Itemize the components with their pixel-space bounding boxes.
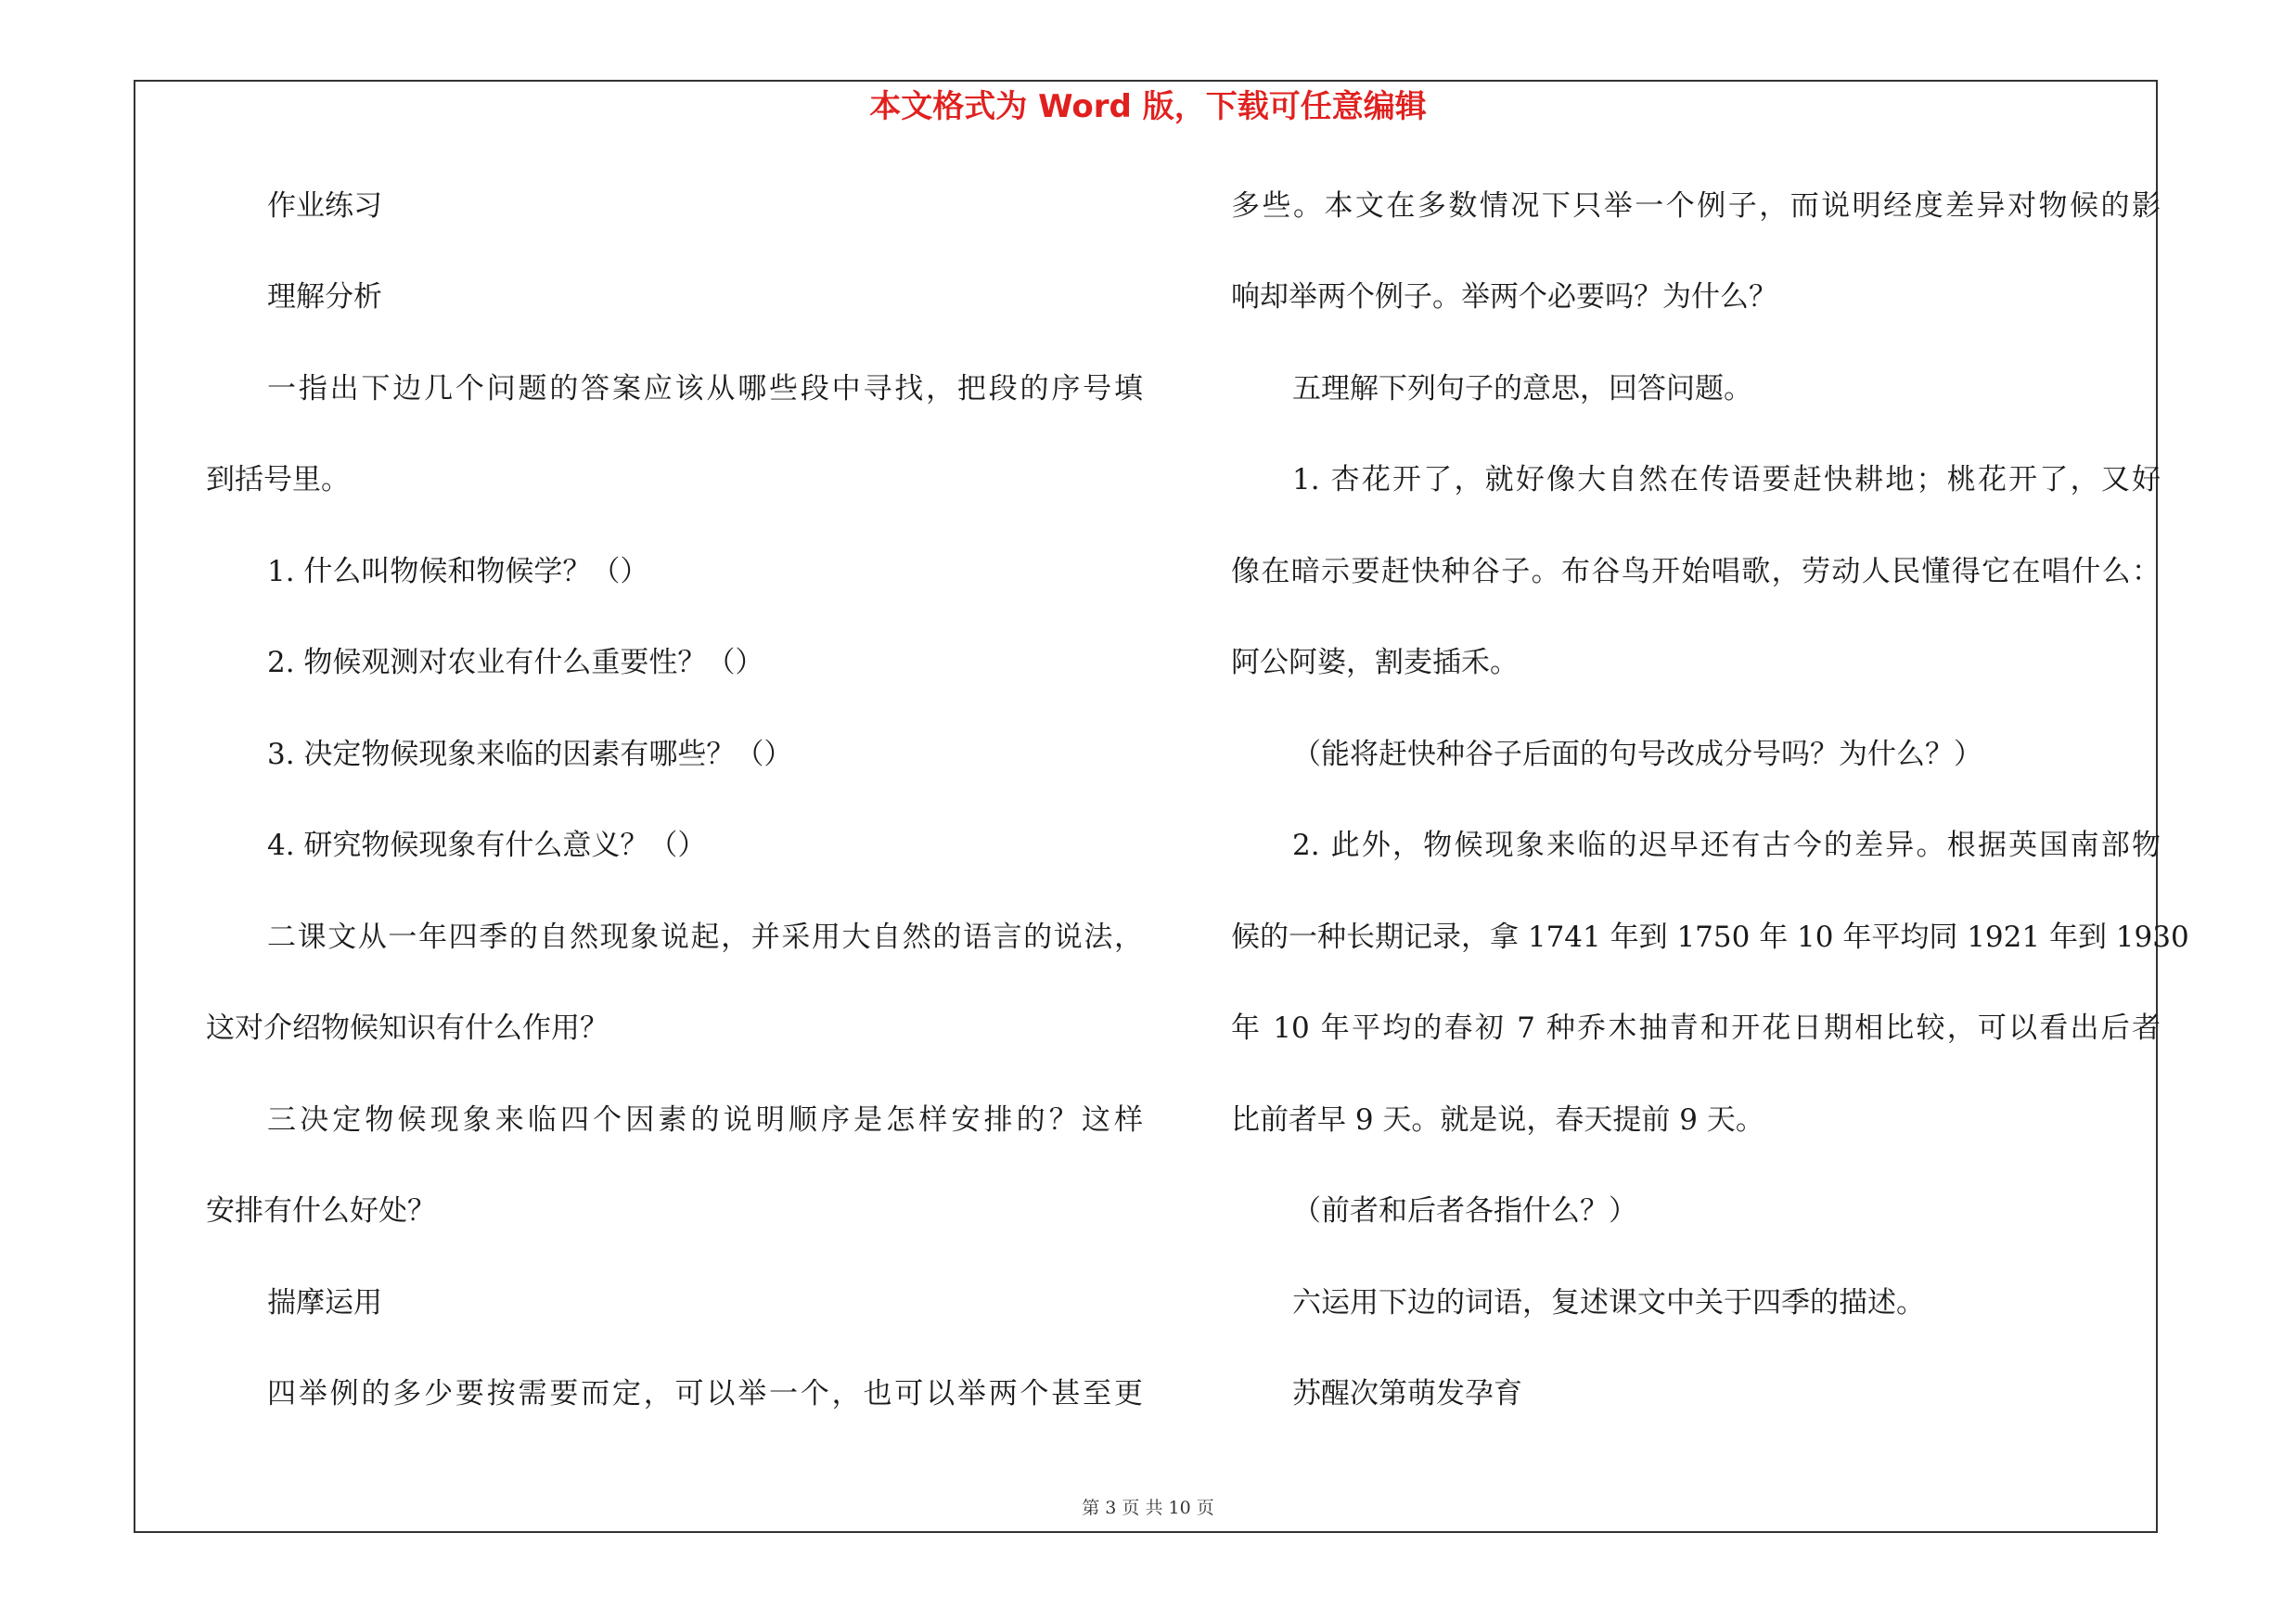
text-line: 到括号里。 (206, 463, 350, 496)
text-line: 四举例的多少要按需要而定，可以举一个，也可以举两个甚至更 (267, 1377, 1143, 1410)
text-line: 三决定物候现象来临四个因素的说明顺序是怎样安排的？这样 (267, 1103, 1143, 1137)
text-line: 1. 杏花开了，就好像大自然在传语要赶快耕地；桃花开了，又好 (1292, 463, 2161, 496)
text-line: 六运用下边的词语，复述课文中关于四季的描述。 (1292, 1286, 1925, 1320)
text-line: 比前者早 9 天。就是说，春天提前 9 天。 (1231, 1103, 1764, 1137)
text-line: 2. 物候观测对农业有什么重要性？（） (267, 646, 764, 679)
text-line: 苏醒次第萌发孕育 (1292, 1377, 1522, 1410)
text-line: （前者和后者各指什么？） (1292, 1194, 1637, 1228)
text-line: 一指出下边几个问题的答案应该从哪些段中寻找，把段的序号填 (267, 372, 1143, 406)
text-line: （能将赶快种谷子后面的句号改成分号吗？为什么？） (1292, 738, 1982, 771)
text-line: 二课文从一年四季的自然现象说起，并采用大自然的语言的说法， (267, 921, 1143, 954)
text-line: 2. 此外，物候现象来临的迟早还有古今的差异。根据英国南部物 (1292, 829, 2161, 862)
text-line: 这对介绍物候知识有什么作用？ (206, 1011, 609, 1045)
page-number: 第 3 页 共 10 页 (1082, 1498, 1214, 1518)
text-line: 安排有什么好处？ (206, 1194, 436, 1228)
text-line: 4. 研究物候现象有什么意义？（） (267, 829, 707, 862)
text-line: 阿公阿婆，割麦插禾。 (1231, 646, 1519, 679)
text-line: 1. 什么叫物候和物候学？（） (267, 555, 649, 588)
text-line: 作业练习 (267, 189, 382, 223)
format-banner: 本文格式为 Word 版，下载可任意编辑 (869, 88, 1427, 125)
text-line: 候的一种长期记录，拿 1741 年到 1750 年 10 年平均同 1921 年到 1930 (1231, 921, 2189, 954)
text-line: 响却举两个例子。举两个必要吗？为什么？ (1231, 280, 1777, 314)
text-line: 年 10 年平均的春初 7 种乔木抽青和开花日期相比较，可以看出后者 (1231, 1011, 2161, 1045)
text-line: 理解分析 (267, 280, 382, 314)
text-line: 多些。本文在多数情况下只举一个例子，而说明经度差异对物候的影 (1231, 189, 2161, 223)
text-line: 像在暗示要赶快种谷子。布谷鸟开始唱歌，劳动人民懂得它在唱什么： (1231, 555, 2161, 588)
text-line: 3. 决定物候现象来临的因素有哪些？（） (267, 738, 793, 771)
text-line: 揣摩运用 (267, 1286, 382, 1320)
text-line: 五理解下列句子的意思，回答问题。 (1292, 372, 1752, 406)
